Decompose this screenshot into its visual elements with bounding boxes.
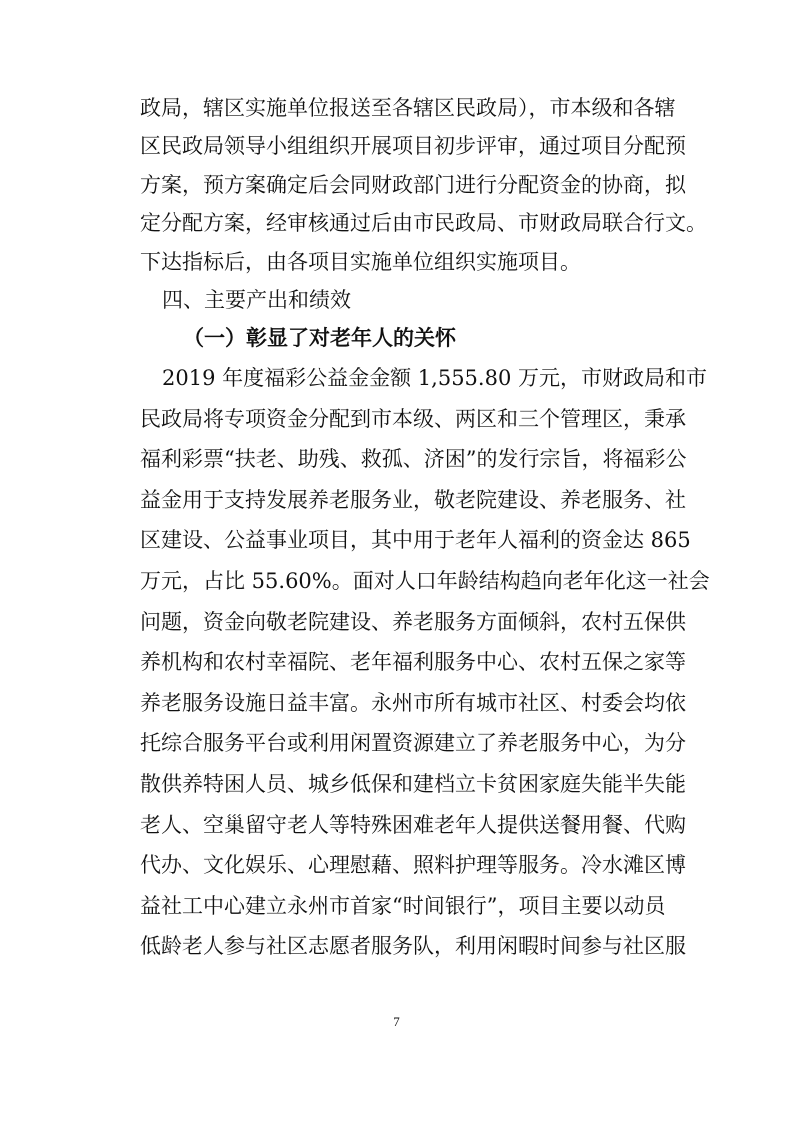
paragraph-2-line-5: 区建设、公益事业项目，其中用于老年人福利的资金达 865 <box>140 528 691 552</box>
paragraph-1-line-3: 方案，预方案确定后会同财政部门进行分配资金的协商，拟 <box>140 173 686 197</box>
paragraph-2-line-7: 问题，资金向敬老院建设、养老服务方面倾斜，农村五保供 <box>140 610 686 634</box>
paragraph-1-line-1: 政局，辖区实施单位报送至各辖区民政局），市本级和各辖 <box>140 96 676 120</box>
paragraph-2-line-10: 托综合服务平台或利用闲置资源建立了养老服务中心，为分 <box>140 731 686 755</box>
paragraph-2-line-14: 益社工中心建立永州市首家“时间银行”，项目主要以动员 <box>140 894 666 918</box>
paragraph-2-line-4: 益金用于支持发展养老服务业，敬老院建设、养老服务、社 <box>140 488 686 512</box>
paragraph-1-line-5: 下达指标后，由各项目实施单位组织实施项目。 <box>140 250 581 274</box>
paragraph-1-line-2: 区民政局领导小组组织开展项目初步评审，通过项目分配预 <box>140 134 686 158</box>
paragraph-2-line-3: 福利彩票“扶老、助残、救孤、济困”的发行宗旨，将福彩公 <box>140 447 687 471</box>
paragraph-2-line-2: 民政局将专项资金分配到市本级、两区和三个管理区，秉承 <box>140 407 686 431</box>
section-heading: 四、主要产出和绩效 <box>162 288 351 312</box>
paragraph-2-line-1: 2019 年度福彩公益金金额 1,555.80 万元，市财政局和市 <box>162 366 707 390</box>
paragraph-2-line-13: 代办、文化娱乐、心理慰藉、照料护理等服务。冷水滩区博 <box>140 853 686 877</box>
paragraph-2-line-12: 老人、空巢留守老人等特殊困难老年人提供送餐用餐、代购 <box>140 813 686 837</box>
paragraph-2-line-6: 万元，占比 55.60%。面对人口年龄结构趋向老年化这一社会 <box>140 569 710 593</box>
paragraph-1-line-4: 定分配方案，经审核通过后由市民政局、市财政局联合行文。 <box>140 211 707 235</box>
subsection-heading: （一）彰显了对老年人的关怀 <box>183 325 456 350</box>
paragraph-2-line-8: 养机构和农村幸福院、老年福利服务中心、农村五保之家等 <box>140 650 686 674</box>
page-number: 7 <box>393 1014 400 1029</box>
paragraph-2-line-9: 养老服务设施日益丰富。永州市所有城市社区、村委会均依 <box>140 691 686 715</box>
paragraph-2-line-11: 散供养特困人员、城乡低保和建档立卡贫困家庭失能半失能 <box>140 772 686 796</box>
paragraph-2-line-15: 低龄老人参与社区志愿者服务队，利用闲暇时间参与社区服 <box>140 934 686 958</box>
